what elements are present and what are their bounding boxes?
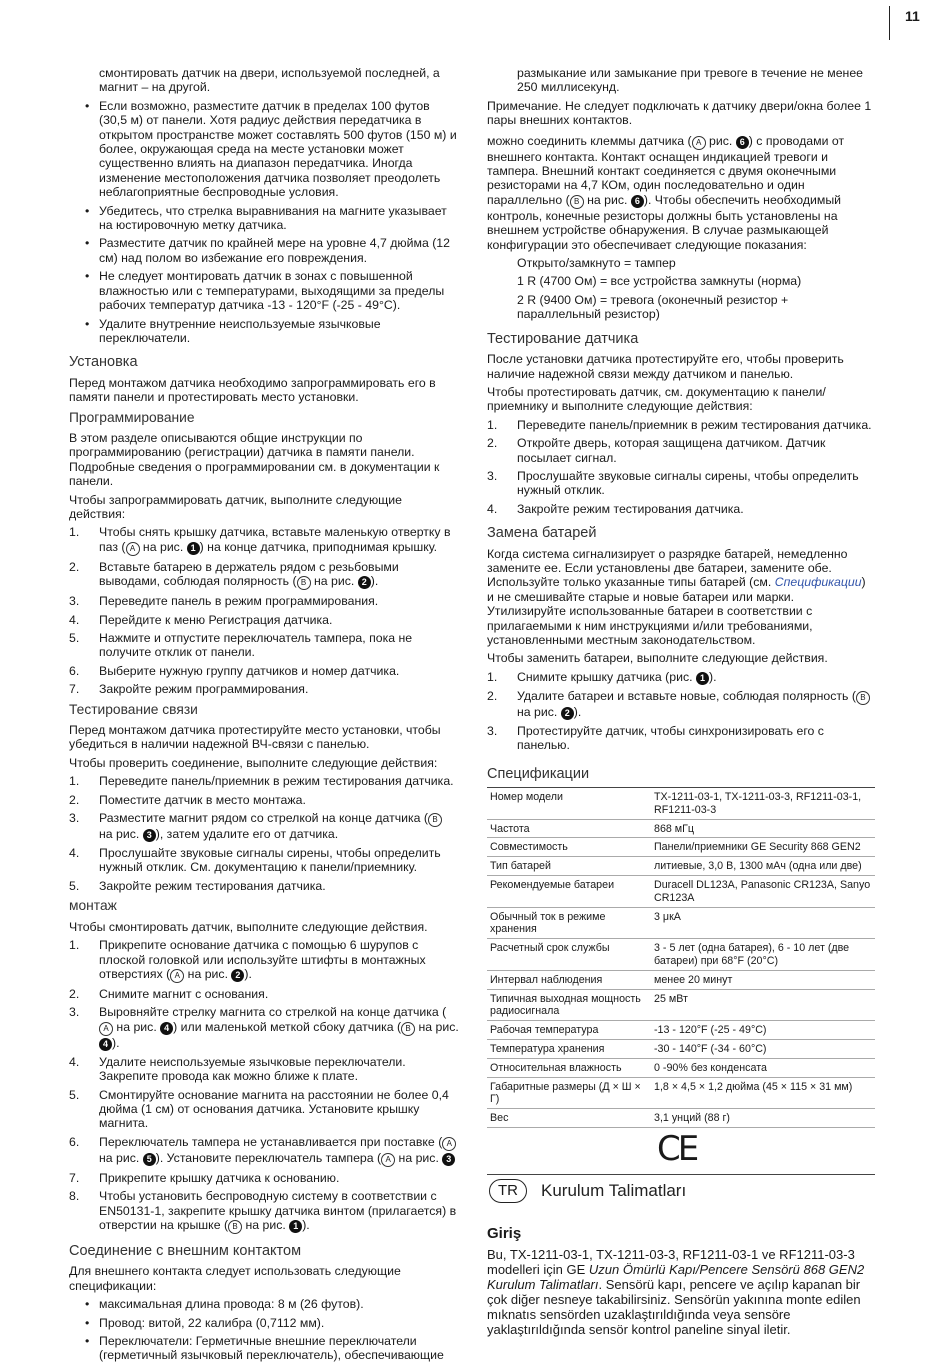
spec-key: Типичная выходная мощность радиосигнала: [487, 989, 651, 1021]
table-row: [487, 1039, 875, 1058]
text: рис.: [705, 133, 736, 148]
step-text: на рис.: [139, 539, 187, 554]
spec-value: 3 μкА: [651, 907, 875, 939]
step-number: 4.: [69, 612, 80, 627]
section-heading-sensor-test: Тестирование датчика: [487, 330, 639, 347]
step-number: 5.: [69, 631, 80, 645]
spec-key: Рабочая температура: [487, 1021, 651, 1040]
section-heading-install: Установка: [69, 354, 138, 371]
step-text: на рис.: [99, 827, 143, 842]
table-row: [487, 939, 875, 971]
text: на рис.: [583, 192, 631, 207]
spec-key: Расчетный срок службы: [487, 939, 651, 971]
spec-value: 868 мГц: [651, 819, 875, 838]
list-item: [487, 724, 875, 753]
step-text: на рис.: [395, 1150, 443, 1165]
callout-letter-icon: B: [428, 813, 442, 827]
list-item: [487, 502, 875, 516]
step-text: ).: [573, 704, 582, 719]
step-number: 7.: [69, 1170, 80, 1185]
step-text: Удалите батареи и вставьте новые, соблюдая полярность (: [517, 688, 856, 703]
list-item: • Удалите внутренние неиспользуемые язычковые переключатели.: [69, 317, 459, 346]
ce-mark-logo: CE: [657, 1128, 697, 1169]
spec-key: Интервал наблюдения: [487, 970, 651, 989]
table-row: [487, 1021, 875, 1040]
list-item: [69, 774, 459, 788]
paragraph: Чтобы протестировать датчик, см. документацию к панели/приемнику и выполните следующие действия:: [487, 384, 826, 414]
list-item: • Разместите датчик по крайней мере на уровне 4,7 дюйма (12 см) над полом во избежание его повреждения.: [69, 236, 459, 265]
step-text: Чтобы установить беспроводную систему в соответствии с EN50131-1, закрепите крышку датчика винтом (прилагается) в отверстии на крышке (: [99, 1189, 457, 1232]
specifications-link[interactable]: Спецификации: [774, 575, 862, 590]
step-text: Снимите магнит с основания.: [99, 986, 269, 1001]
step-text: ).: [708, 669, 717, 684]
state-line: 2 R (9400 Ом) = тревога (оконечный резистор + параллельный резистор): [517, 292, 789, 322]
step-number: 2.: [487, 688, 498, 703]
paragraph: В этом разделе описываются общие инструкции по программированию (регистрации) датчика в памяти панели. Подробные сведения о программировании см. в документации к панели.: [69, 430, 440, 489]
spec-key: Габаритные размеры (Д × Ш × Г): [487, 1077, 651, 1109]
spec-key: Вес: [487, 1109, 651, 1128]
step-text: на рис.: [415, 1019, 459, 1034]
state-line: Открыто/замкнуто = тампер: [517, 256, 676, 271]
mounting-steps: [69, 938, 459, 1234]
step-text: Откройте дверь, которая защищена датчиком. Датчик посылает сигнал.: [517, 436, 826, 465]
step-number: 7.: [69, 682, 80, 697]
figure-number-icon: 3: [442, 1153, 455, 1166]
step-text: Закройте режим программирования.: [99, 682, 309, 697]
step-text: Закройте режим тестирования датчика.: [517, 501, 744, 516]
list-item: • максимальная длина провода: 8 м (26 футов).: [69, 1297, 459, 1311]
list-item: [69, 811, 459, 842]
text: Bu, TX-1211-03-1, TX-1211-03-3, RF1211-03-1 ve RF1211-03-3 modelleri için GE: [487, 1247, 855, 1277]
callout-letter-icon: B: [856, 691, 870, 705]
step-text: Нажмите и отпустите переключатель тампера, пока не получите отклик от панели.: [99, 631, 413, 660]
paragraph: Чтобы запрограммировать датчик, выполните следующие действия:: [69, 492, 402, 521]
table-row: [487, 1058, 875, 1077]
step-text: Переведите панель/приемник в режим тестирования датчика.: [99, 774, 454, 789]
list-item: [69, 1189, 459, 1234]
page-divider: [889, 6, 890, 40]
figure-number-icon: 1: [696, 672, 709, 685]
list-item: [69, 594, 459, 608]
table-row: [487, 788, 875, 820]
section-heading-external-contact: Соединение с внешним контактом: [69, 1242, 302, 1259]
step-text: Прослушайте звуковые сигналы сирены, чтобы определить нужный отклик.: [517, 468, 859, 498]
specifications-table: [487, 787, 875, 1128]
step-text: Переведите панель/приемник в режим тестирования датчика.: [517, 417, 872, 432]
callout-letter-icon: A: [442, 1137, 456, 1151]
note: Примечание. Не следует подключать к датчику двери/окна более 1 пары внешних контактов.: [487, 98, 872, 128]
figure-number-icon: 1: [289, 1220, 302, 1233]
paragraph: Чтобы проверить соединение, выполните следующие действия:: [69, 755, 438, 770]
step-number: 2.: [487, 436, 498, 451]
step-number: 1.: [69, 938, 80, 953]
placement-bullets: [69, 99, 459, 346]
step-number: 3.: [487, 468, 498, 483]
list-item: [69, 682, 459, 696]
figure-number-icon: 5: [143, 1153, 156, 1166]
text: . Sensörü kapı, pencere ve açılıp kapanan bir çok diğer nesneye takabilirsiniz. Sensörün yakınına monte edilen mıknatıs sensörden uzaklaştırıldığında veya sensöre yaklaştırıldığında sensör kontrol paneline sinyal iletir.: [487, 1277, 861, 1337]
spec-key: Номер модели: [487, 788, 651, 820]
list-item: [69, 793, 459, 807]
step-text: ) или маленькой меткой сбоку датчика (: [173, 1019, 402, 1034]
spec-value: 3,1 унций (88 г): [651, 1109, 875, 1128]
spec-key: Температура хранения: [487, 1039, 651, 1058]
list-item: • Убедитесь, что стрелка выравнивания на магните указывает на юстировочную метку датчика.: [69, 204, 459, 233]
list-item: [487, 436, 875, 465]
section-heading-specifications: Спецификации: [487, 765, 590, 782]
list-item: • Переключатели: Герметичные внешние переключатели (герметичный язычковый переключатель), обеспечивающие: [69, 1334, 459, 1363]
section-heading-programming: Программирование: [69, 409, 195, 425]
list-item: [69, 1088, 459, 1131]
paragraph: Чтобы заменить батареи, выполните следующие действия.: [487, 651, 828, 666]
list-item: [69, 846, 459, 875]
list-item: [69, 664, 459, 678]
text: ) и не смешивайте старые и новые батареи или марки. Утилизируйте использованные батареи в соответствии с прилагаемыми к ним инструкциями и/или требованиями, установленными местным законодательством.: [487, 575, 866, 647]
spec-key: Тип батарей: [487, 857, 651, 876]
step-number: 4.: [69, 1054, 80, 1069]
list-item: [69, 613, 459, 627]
step-text: Чтобы снять крышку датчика, вставьте маленькую отвертку в паз (: [99, 525, 451, 554]
step-text: Выберите нужную группу датчиков и номер датчика.: [99, 663, 400, 678]
table-row: [487, 970, 875, 989]
paragraph: Для внешнего контакта следует использовать следующие спецификации:: [69, 1264, 401, 1293]
spec-value: -13 - 120°F (-25 - 49°C): [651, 1021, 875, 1040]
step-text: Поместите датчик в место монтажа.: [99, 792, 306, 807]
intro-paragraph: [487, 1247, 875, 1337]
step-text: Переведите панель в режим программирования.: [99, 594, 379, 609]
step-number: 6.: [69, 663, 80, 678]
callout-letter-icon: A: [170, 969, 184, 983]
spec-key: Обычный ток в режиме хранения: [487, 907, 651, 939]
figure-number-icon: 6: [736, 136, 749, 149]
step-number: 1.: [487, 669, 498, 684]
step-number: 1.: [69, 774, 80, 789]
text: ) с проводами от внешнего контакта. Контакт оснащен индикацией тревоги и тампера. Внешний контакт соединяется с двумя оконечными резисторами на 4,7 КОм, один последовательно и один параллельно (: [487, 133, 845, 207]
paragraph: [487, 547, 875, 648]
callout-letter-icon: A: [99, 1022, 113, 1036]
step-text: Снимите крышку датчика (рис.: [517, 669, 696, 684]
step-text: на рис.: [310, 574, 358, 589]
list-item: [69, 631, 459, 660]
list-item: • Не следует монтировать датчик в зонах с повышенной влажностью или с температурами, выходящими за пределы рабочих температур датчика -13 - 120°F (-25 - 49°C).: [69, 269, 459, 312]
right-column: [487, 66, 875, 1169]
text: ). Чтобы обеспечить необходимый контроль, конечные резисторы должны быть установлены на внешнем устройстве обнаружения. В случае размыкающей конфигурации это обеспечивает следующие показания:: [487, 192, 842, 252]
spec-key: Совместимость: [487, 838, 651, 857]
figure-number-icon: 4: [99, 1038, 112, 1051]
step-text: Удалите неиспользуемые язычковые переключатели. Закрепите провода как можно ближе к плате.: [99, 1054, 406, 1084]
step-number: 1.: [69, 525, 80, 540]
figure-number-icon: 2: [358, 576, 371, 589]
step-text: ).: [370, 574, 379, 589]
list-item: [487, 418, 875, 432]
list-item: [69, 1135, 459, 1167]
spec-value: 3 - 5 лет (одна батарея), 6 - 10 лет (две батареи) при 68°F (20°C): [651, 939, 875, 971]
list-item: [69, 1171, 459, 1185]
spec-key: Частота: [487, 819, 651, 838]
list-item: [69, 560, 459, 590]
paragraph: После установки датчика протестируйте его, чтобы проверить наличие надежной связи между датчиком и панелью.: [487, 352, 844, 381]
step-text: Выровняйте стрелку магнита со стрелкой на конце датчика (: [99, 1005, 447, 1020]
section-divider: [487, 1174, 875, 1175]
spec-value: 25 мВт: [651, 989, 875, 1021]
page-number: 11: [905, 8, 920, 24]
step-text: Прикрепите основание датчика с помощью 6 шурупов с плоской головкой или используйте штифты в монтажных отверстиях (: [99, 938, 426, 981]
list-item: [69, 1005, 459, 1050]
table-row: [487, 857, 875, 876]
step-text: Смонтируйте основание магнита на расстоянии не более 0,4 дюйма (1 см) от основания датчика. Установите крышку магнита.: [99, 1087, 449, 1131]
callout-letter-icon: B: [401, 1022, 415, 1036]
step-number: 3.: [69, 1005, 80, 1020]
paragraph: Чтобы смонтировать датчик, выполните следующие действия.: [69, 919, 428, 934]
spec-value: TX-1211-03-1, TX-1211-03-3, RF1211-03-1, RF1211-03-3: [651, 788, 875, 820]
spec-value: Duracell DL123A, Panasonic CR123A, Sanyo CR123A: [651, 876, 875, 908]
text: можно соединить клеммы датчика (: [487, 133, 692, 148]
step-text: Закройте режим тестирования датчика.: [99, 878, 326, 893]
step-text: ).: [112, 1035, 120, 1050]
list-item: [69, 1055, 459, 1084]
step-text: ), затем удалите его от датчика.: [155, 827, 339, 842]
step-text: Вставьте батарею в держатель рядом с резьбовыми выводами, соблюдая полярность (: [99, 559, 399, 589]
paragraph: Перед монтажом датчика протестируйте место установки, чтобы убедиться в наличии надежной ВЧ-связи с панелью.: [69, 723, 441, 752]
step-number: 5.: [69, 1087, 80, 1102]
intro-continuation: смонтировать датчик на двери, используемой последней, а магнит – на другой.: [99, 66, 440, 95]
paragraph: Перед монтажом датчика необходимо запрограммировать его в памяти панели и протестировать место установки.: [69, 375, 436, 405]
link-test-steps: [69, 774, 459, 893]
step-text: ). Установите переключатель тампера (: [155, 1150, 382, 1165]
table-row: [487, 1077, 875, 1109]
spec-value: менее 20 минут: [651, 970, 875, 989]
turkish-intro: [487, 1226, 875, 1337]
section-heading-link-test: Тестирование связи: [69, 701, 198, 717]
list-item: [69, 938, 459, 983]
list-item: [487, 469, 875, 498]
callout-letter-icon: A: [692, 136, 706, 150]
language-section-title: Kurulum Talimatları: [541, 1181, 687, 1200]
list-item: [69, 987, 459, 1001]
step-number: 3.: [69, 594, 80, 609]
callout-letter-icon: B: [297, 576, 311, 590]
section-heading-battery-replacement: Замена батарей: [487, 525, 597, 542]
step-text: ).: [244, 966, 252, 981]
callout-letter-icon: A: [381, 1153, 395, 1167]
figure-number-icon: 3: [143, 829, 156, 842]
step-number: 2.: [69, 792, 80, 807]
spec-key: Относительная влажность: [487, 1058, 651, 1077]
step-number: 4.: [69, 846, 80, 861]
state-line: 1 R (4700 Ом) = все устройства замкнуты (норма): [517, 274, 802, 289]
section-heading-mounting: монтаж: [69, 898, 117, 914]
step-number: 8.: [69, 1189, 80, 1204]
step-text: Разместите магнит рядом со стрелкой на конце датчика (: [99, 811, 428, 826]
step-text: Прослушайте звуковые сигналы сирены, чтобы определить нужный отклик. См. документацию к панели/приемнику.: [99, 846, 441, 875]
figure-number-icon: 2: [231, 969, 244, 982]
table-row: [487, 819, 875, 838]
step-text: ) на конце датчика, приподнимая крышку.: [199, 539, 438, 554]
step-number: 1.: [487, 417, 498, 432]
step-text: на рис.: [99, 1150, 143, 1165]
table-row: [487, 907, 875, 939]
list-item: • Провод: витой, 22 калибра (0,7112 мм).: [69, 1316, 459, 1330]
intro-heading: Giriş: [487, 1225, 522, 1242]
spec-value: Панели/приемники GE Security 868 GEN2: [651, 838, 875, 857]
step-number: 2.: [69, 559, 80, 574]
step-text: на рис.: [242, 1217, 290, 1232]
step-text: ).: [302, 1217, 310, 1232]
figure-number-icon: 2: [561, 707, 574, 720]
external-contact-bullets: [69, 1297, 459, 1363]
table-row: [487, 838, 875, 857]
step-text: Протестируйте датчик, чтобы синхронизировать его с панелью.: [517, 723, 824, 753]
step-number: 2.: [69, 986, 80, 1001]
spec-value: литиевые, 3,0 В, 1300 мАч (одна или две): [651, 857, 875, 876]
step-number: 4.: [487, 501, 498, 516]
battery-steps: [487, 670, 875, 753]
step-text: Прикрепите крышку датчика к основанию.: [99, 1170, 340, 1185]
list-item: [69, 879, 459, 893]
callout-letter-icon: B: [228, 1220, 242, 1234]
bullet-continuation: размыкание или замыкание при тревоге в течение не менее 250 миллисекунд.: [517, 66, 864, 95]
step-number: 3.: [487, 723, 498, 738]
spec-value: 1,8 × 4,5 × 1,2 дюйма (45 × 115 × 31 мм): [651, 1077, 875, 1109]
table-row: [487, 1109, 875, 1128]
text: Когда система сигнализирует о разрядке батарей, немедленно замените ее. Если установлены две батареи, замените обе. Используйте только указанные типы батарей (см.: [487, 546, 848, 590]
document-title: Uzun Ömürlü Kapı/Pencere Sensörü 868 GEN2 Kurulum Talimatları: [487, 1262, 865, 1292]
step-text: Переключатель тампера не устанавливается при поставке (: [99, 1134, 443, 1149]
step-text: на рис.: [113, 1019, 161, 1034]
step-text: на рис.: [184, 966, 232, 981]
left-column: [69, 66, 459, 1367]
language-badge: TR: [489, 1179, 527, 1203]
list-item: [69, 525, 459, 555]
table-row: [487, 876, 875, 908]
step-number: 5.: [69, 878, 80, 893]
step-text: Перейдите к меню Регистрация датчика.: [99, 612, 333, 627]
callout-letter-icon: A: [126, 542, 140, 556]
spec-value: 0 -90% без конденсата: [651, 1058, 875, 1077]
paragraph: [487, 134, 875, 252]
list-item: • Если возможно, разместите датчик в пределах 100 футов (30,5 м) от панели. Хотя радиус действия передатчика в открытом пространстве может составлять 500 футов (150 м) и более, окружающая среда на месте установки может существенно влиять на диапазон передатчика. Иногда изменение местоположения датчика позволяет преодолеть неблагоприятные беспроводные условия.: [69, 99, 459, 200]
figure-number-icon: 6: [631, 195, 644, 208]
table-row: [487, 989, 875, 1021]
sensor-test-steps: [487, 418, 875, 516]
list-item: [487, 689, 875, 720]
list-item: [487, 670, 875, 685]
step-number: 6.: [69, 1134, 80, 1149]
step-number: 3.: [69, 811, 80, 826]
figure-number-icon: 4: [160, 1022, 173, 1035]
spec-value: -30 - 140°F (-34 - 60°C): [651, 1039, 875, 1058]
callout-letter-icon: B: [570, 195, 584, 209]
figure-number-icon: 1: [187, 542, 200, 555]
programming-steps: [69, 525, 459, 696]
step-text: на рис.: [517, 704, 561, 719]
spec-key: Рекомендуемые батареи: [487, 876, 651, 908]
